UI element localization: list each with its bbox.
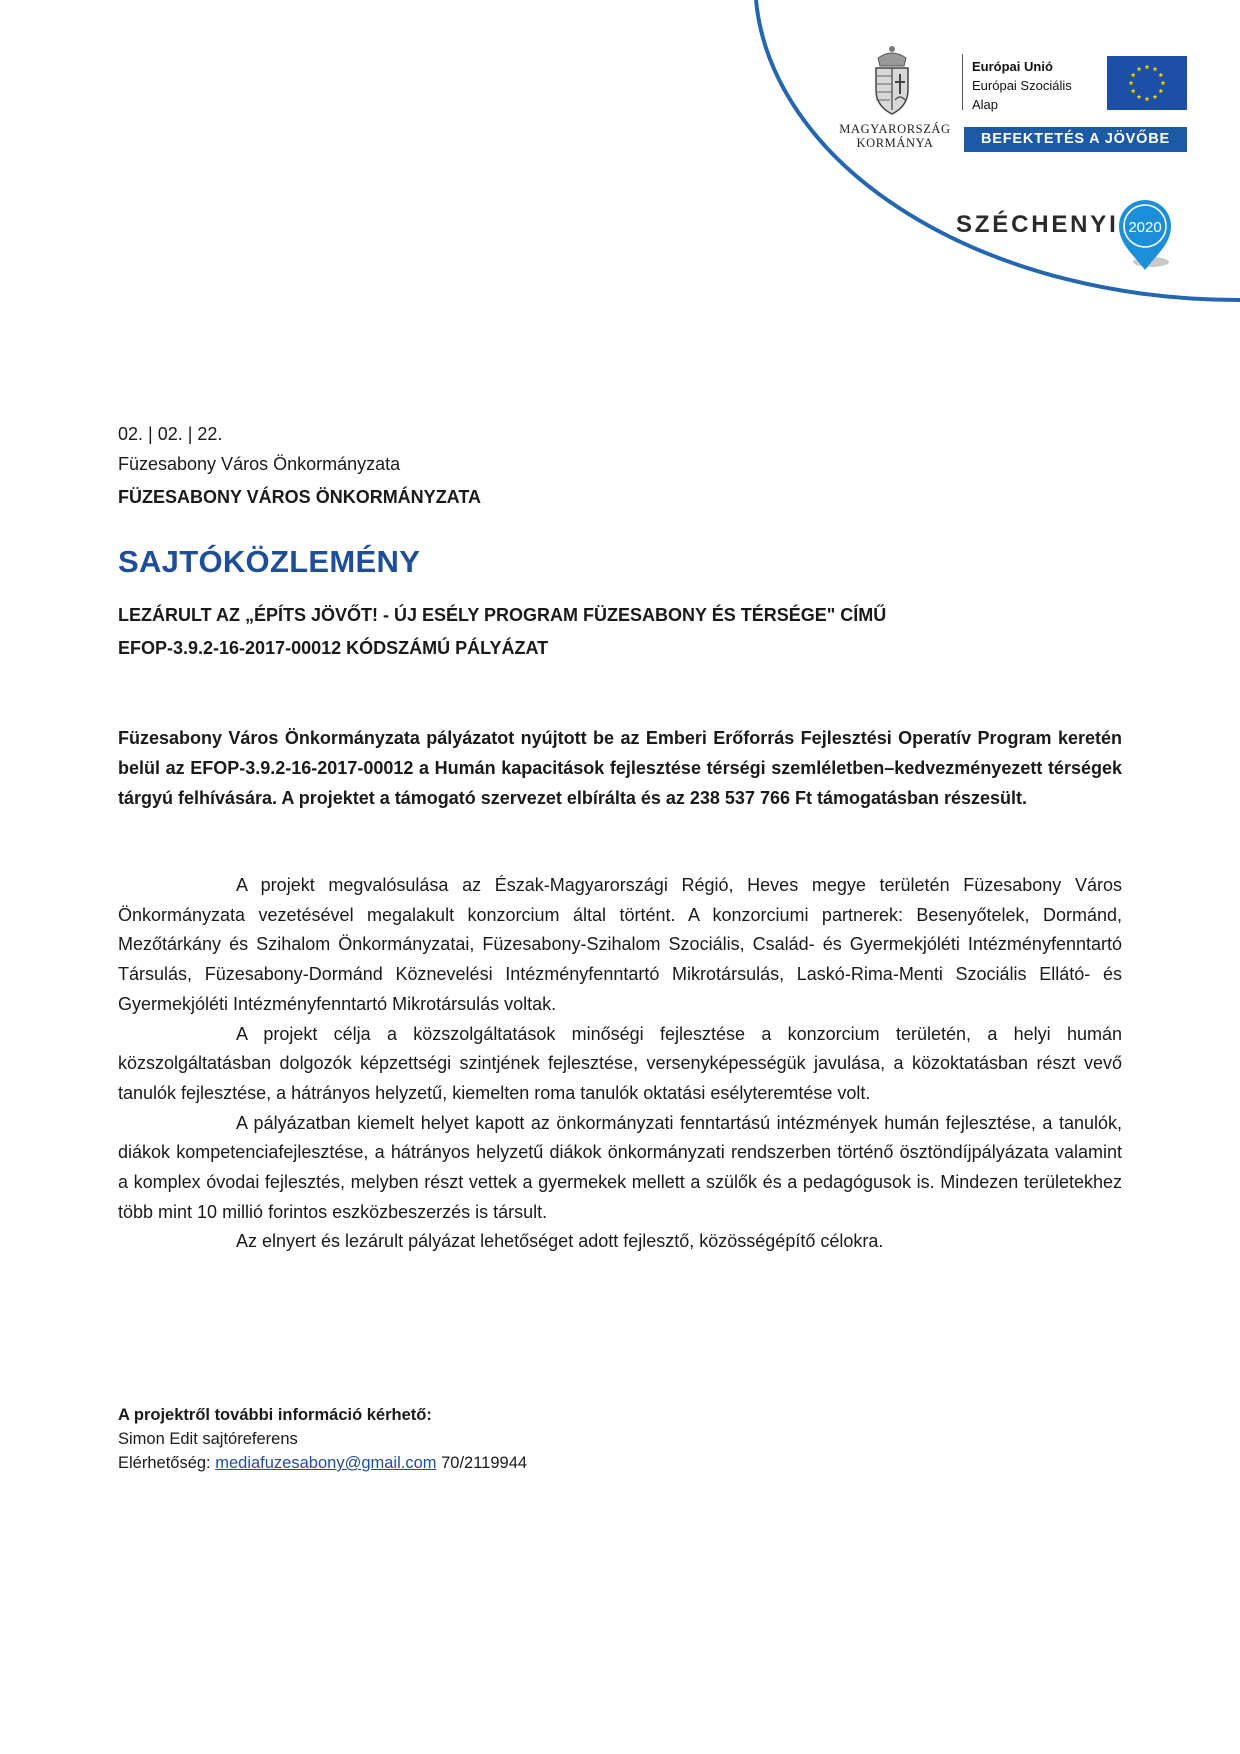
government-logo-text <box>836 122 954 150</box>
hungary-coat-of-arms-icon <box>868 44 916 116</box>
phone-number: 70/2119944 <box>436 1454 528 1472</box>
eu-divider <box>962 54 963 110</box>
headline-line-1: LEZÁRULT AZ „ÉPÍTS JÖVŐT! - ÚJ ESÉLY PROGRAM FÜZESABONY ÉS TÉRSÉGE" CÍMŰ <box>118 605 887 625</box>
body-paragraph: Az elnyert és lezárult pályázat lehetőséget adott fejlesztő, közösségépítő célokra. <box>236 1231 884 1252</box>
eu-line-3: Alap <box>972 97 999 112</box>
invest-banner: BEFEKTETÉS A JÖVŐBE <box>964 127 1187 152</box>
lead-paragraph: Füzesabony Város Önkormányzata pályázatot nyújtott be az Emberi Erőforrás Fejlesztési Operatív Program keretén belül az EFOP-3.9.2-16-2017-00012 a Humán kapacitások fejlesztése térségi szemléletben–kedvezményezett térségek tárgyú felhívására. A projektet a támogató szervezet elbírálta és az 238 537 766 Ft támogatásban részesült. <box>118 728 1122 808</box>
szechenyi-logo-text: SZÉCHENYI <box>956 211 1119 238</box>
eu-flag-icon <box>1107 56 1187 110</box>
email-link[interactable]: mediafuzesabony@gmail.com <box>215 1454 437 1472</box>
body-paragraph: A projekt megvalósulása az Észak-Magyarországi Régió, Heves megye területén Füzesabony Város Önkormányzata vezetésével megalakult konzorcium által történt. A konzorciumi partnerek: Besenyőtelek, Dormánd, Mezőtárkány és Szihalom Önkormányzatai, Füzesabony-Szihalom Szociális, Család- és Gyermekjóléti Intézményfenntartó Társulás, Füzesabony-Dormánd Köznevelési Intézményfenntartó Mikrotársulás, Laskó-Rima-Menti Szociális Ellátó- és Gyermekjóléti Intézményfenntartó Mikrotársulás voltak. <box>118 875 1122 1014</box>
contact-block <box>118 1403 1122 1475</box>
document-date: 02. | 02. | 22. <box>118 424 223 444</box>
headline-line-2: EFOP-3.9.2-16-2017-00012 KÓDSZÁMÚ PÁLYÁZAT <box>118 638 549 658</box>
reach-label: Elérhetőség: <box>118 1454 216 1472</box>
szechenyi-year: 2020 <box>1128 219 1162 236</box>
szechenyi-2020-pin-icon <box>1111 196 1179 276</box>
eu-logo-text <box>972 57 1072 114</box>
body-paragraph: A pályázatban kiemelt helyet kapott az önkormányzati fenntartású intézmények humán fejlesztése, a tanulók, diákok kompetenciafejlesztése, a hátrányos helyzetű diákok önkormányzati rendszerben történő ösztöndíjpályázata valamint a komplex óvodai fejlesztés, melyben részt vettek a gyermekek mellett a szülők és a pedagógusok is. Mindezen területekhez több mint 10 millió forintos eszközbeszerzés is társult. <box>118 1112 1122 1222</box>
organization-name-caps: FÜZESABONY VÁROS ÖNKORMÁNYZATA <box>118 487 482 507</box>
page-title: SAJTÓKÖZLEMÉNY <box>118 544 421 579</box>
organization-name: Füzesabony Város Önkormányzata <box>118 454 401 474</box>
gov-line-1: MAGYARORSZÁG <box>839 122 951 136</box>
contact-label: A projektről további információ kérhető: <box>118 1406 432 1424</box>
eu-line-2: Európai Szociális <box>972 78 1072 93</box>
body-paragraph: A projekt célja a közszolgáltatások minőségi fejlesztése a konzorcium területén, a helyi humán közszolgáltatásban dolgozók képzettségi szintjének fejlesztése, versenyképességük javulása, a közoktatásban részt vevő tanulók fejlesztése, a hátrányos helyzetű, kiemelten roma tanulók oktatási esélyteremtése volt. <box>118 1023 1122 1103</box>
headline <box>118 599 1122 665</box>
contact-reach <box>118 1451 1122 1475</box>
contact-person: Simon Edit sajtóreferens <box>118 1430 298 1448</box>
body-text <box>118 871 1122 1257</box>
gov-line-2: KORMÁNYA <box>856 136 934 150</box>
header-arc <box>0 0 1240 360</box>
eu-line-1: Európai Unió <box>972 59 1053 74</box>
